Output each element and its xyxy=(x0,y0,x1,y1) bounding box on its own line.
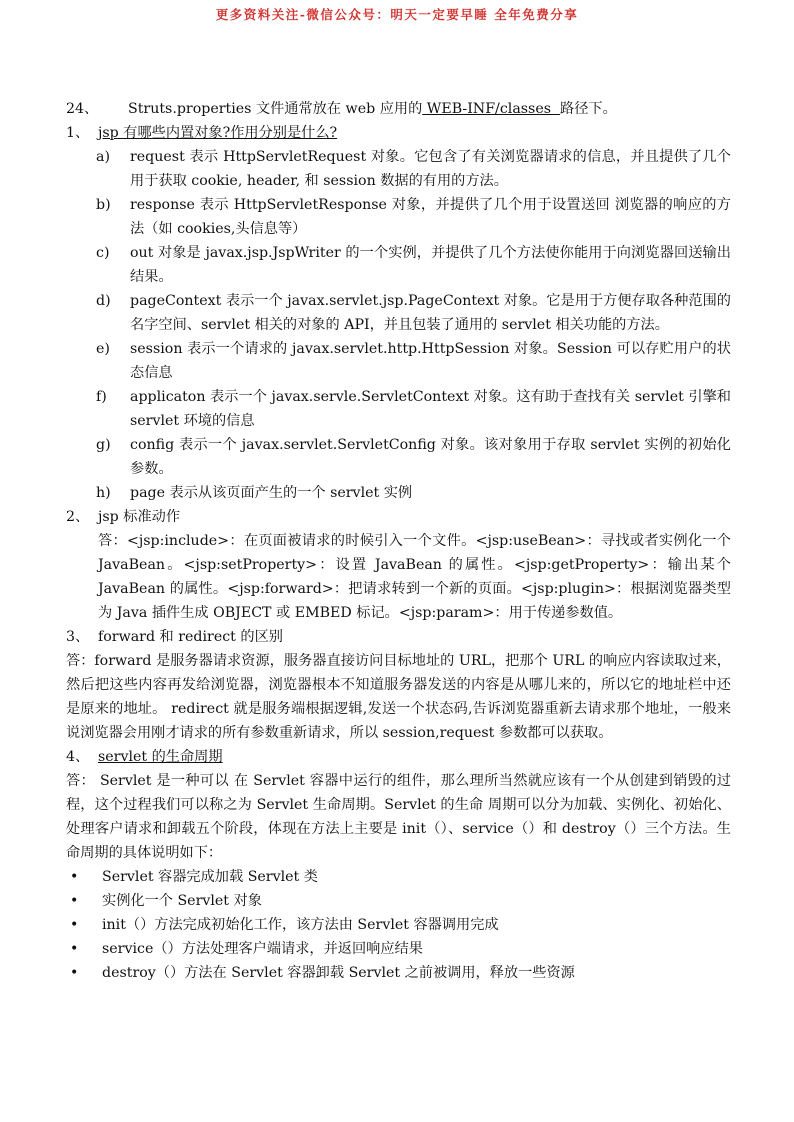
item-text: out 对象是 javax.jsp.JspWriter 的一个实例，并提供了几个方法使你能用于向浏览器回送输出结果。 xyxy=(130,245,731,285)
question-24-suffix: 路径下。 xyxy=(560,101,617,117)
list-item xyxy=(66,433,731,481)
fill-blank-answer: WEB-INF/classes xyxy=(422,101,561,117)
question-title: jsp 标准动作 xyxy=(98,509,181,525)
bullet-item xyxy=(66,961,731,985)
question-title: forward 和 redirect 的区别 xyxy=(98,629,283,645)
list-item xyxy=(66,241,731,289)
question-4 xyxy=(66,745,731,769)
item-label: g) xyxy=(96,437,111,453)
lifecycle-bullet-list xyxy=(66,865,731,985)
list-item xyxy=(66,193,731,241)
question-24-prefix: Struts.properties 文件通常放在 web 应用的 xyxy=(128,101,423,117)
list-item xyxy=(66,289,731,337)
question-3-answer: 答：forward 是服务器请求资源，服务器直接访问目标地址的 URL，把那个 URL 的响应内容读取过来，然后把这些内容再发给浏览器，浏览器根本不知道服务器发送的内容是从哪儿来的，所以它的地址栏中还是原来的地址。 redirect 就是服务端根据逻辑,发送一个状态码,告诉浏览器重新去请求那个地址，一般来说浏览器会用刚才请求的所有参数重新请求，所以 session,request 参数都可以获取。 xyxy=(66,653,731,741)
bullet-item xyxy=(66,889,731,913)
bullet-text: service（）方法处理客户端请求，并返回响应结果 xyxy=(102,941,423,957)
item-label: b) xyxy=(96,197,111,213)
bullet-text: Servlet 容器完成加载 Servlet 类 xyxy=(102,869,318,885)
bullet-icon: • xyxy=(70,893,79,909)
item-text: session 表示一个请求的 javax.servlet.http.HttpSession 对象。Session 可以存贮用户的状态信息 xyxy=(130,341,731,381)
question-number: 24、 xyxy=(66,101,99,117)
list-item xyxy=(66,385,731,433)
item-text: response 表示 HttpServletResponse 对象，并提供了几个用于设置送回 浏览器的响应的方法（如 cookies,头信息等） xyxy=(130,197,731,237)
item-label: h) xyxy=(96,485,111,501)
item-text: request 表示 HttpServletRequest 对象。它包含了有关浏览器请求的信息，并且提供了几个用于获取 cookie, header, 和 session 数据的有用的方法。 xyxy=(130,149,731,189)
item-label: a) xyxy=(96,149,110,165)
bullet-text: 实例化一个 Servlet 对象 xyxy=(102,893,262,909)
bullet-icon: • xyxy=(70,941,79,957)
question-number: 3、 xyxy=(66,629,90,645)
document-body xyxy=(66,97,731,985)
question-number: 4、 xyxy=(66,749,90,765)
bullet-icon: • xyxy=(70,965,79,981)
question-title: servlet 的生命周期 xyxy=(98,749,223,765)
item-text: applicaton 表示一个 javax.servle.ServletContext 对象。这有助于查找有关 servlet 引擎和 servlet 环境的信息 xyxy=(130,389,731,429)
question-1-items xyxy=(66,145,731,505)
bullet-icon: • xyxy=(70,917,79,933)
bullet-item xyxy=(66,937,731,961)
item-label: c) xyxy=(96,245,110,261)
item-label: f) xyxy=(96,389,107,405)
question-24 xyxy=(66,97,731,121)
question-title: jsp 有哪些内置对象?作用分别是什么? xyxy=(98,125,338,141)
bullet-item xyxy=(66,865,731,889)
item-label: e) xyxy=(96,341,110,357)
question-1 xyxy=(66,121,731,145)
item-label: d) xyxy=(96,293,111,309)
question-number: 1、 xyxy=(66,125,90,141)
list-item xyxy=(66,481,731,505)
item-text: page 表示从该页面产生的一个 servlet 实例 xyxy=(130,485,413,501)
question-number: 2、 xyxy=(66,509,90,525)
bullet-item xyxy=(66,913,731,937)
bullet-text: init（）方法完成初始化工作，该方法由 Servlet 容器调用完成 xyxy=(102,917,499,933)
question-2-answer: 答：<jsp:include>：在页面被请求的时候引入一个文件。<jsp:useBean>：寻找或者实例化一个 JavaBean。<jsp:setProperty>：设置 JavaBean 的属性。<jsp:getProperty>：输出某个 JavaBean 的属性。<jsp:forward>：把请求转到一个新的页面。<jsp:plugin>：根据浏览器类型为 Java 插件生成 OBJECT 或 EMBED 标记。<jsp:param>：用于传递参数值。 xyxy=(98,533,731,621)
bullet-icon: • xyxy=(70,869,79,885)
item-text: config 表示一个 javax.servlet.ServletConfig 对象。该对象用于存取 servlet 实例的初始化参数。 xyxy=(130,437,731,477)
list-item xyxy=(66,337,731,385)
item-text: pageContext 表示一个 javax.servlet.jsp.PageContext 对象。它是用于方便存取各种范围的名字空间、servlet 相关的对象的 API，并且包装了通用的 servlet 相关功能的方法。 xyxy=(130,293,731,333)
header-banner: 更多资料关注-微信公众号：明天一定要早睡 全年免费分享 xyxy=(215,7,579,22)
question-text xyxy=(128,97,731,121)
bullet-text: destroy（）方法在 Servlet 容器卸载 Servlet 之前被调用，释放一些资源 xyxy=(102,965,575,981)
question-4-answer: 答： Servlet 是一种可以 在 Servlet 容器中运行的组件，那么理所当然就应该有一个从创建到销毁的过程，这个过程我们可以称之为 Servlet 生命周期。Servlet 的生命 周期可以分为加载、实例化、初始化、处理客户请求和卸载五个阶段，体现在方法上主要是 init（）、service（）和 destroy（）三个方法。生 命周期的具体说明如下： xyxy=(66,773,731,861)
question-2 xyxy=(66,505,731,529)
list-item xyxy=(66,145,731,193)
question-3 xyxy=(66,625,731,649)
